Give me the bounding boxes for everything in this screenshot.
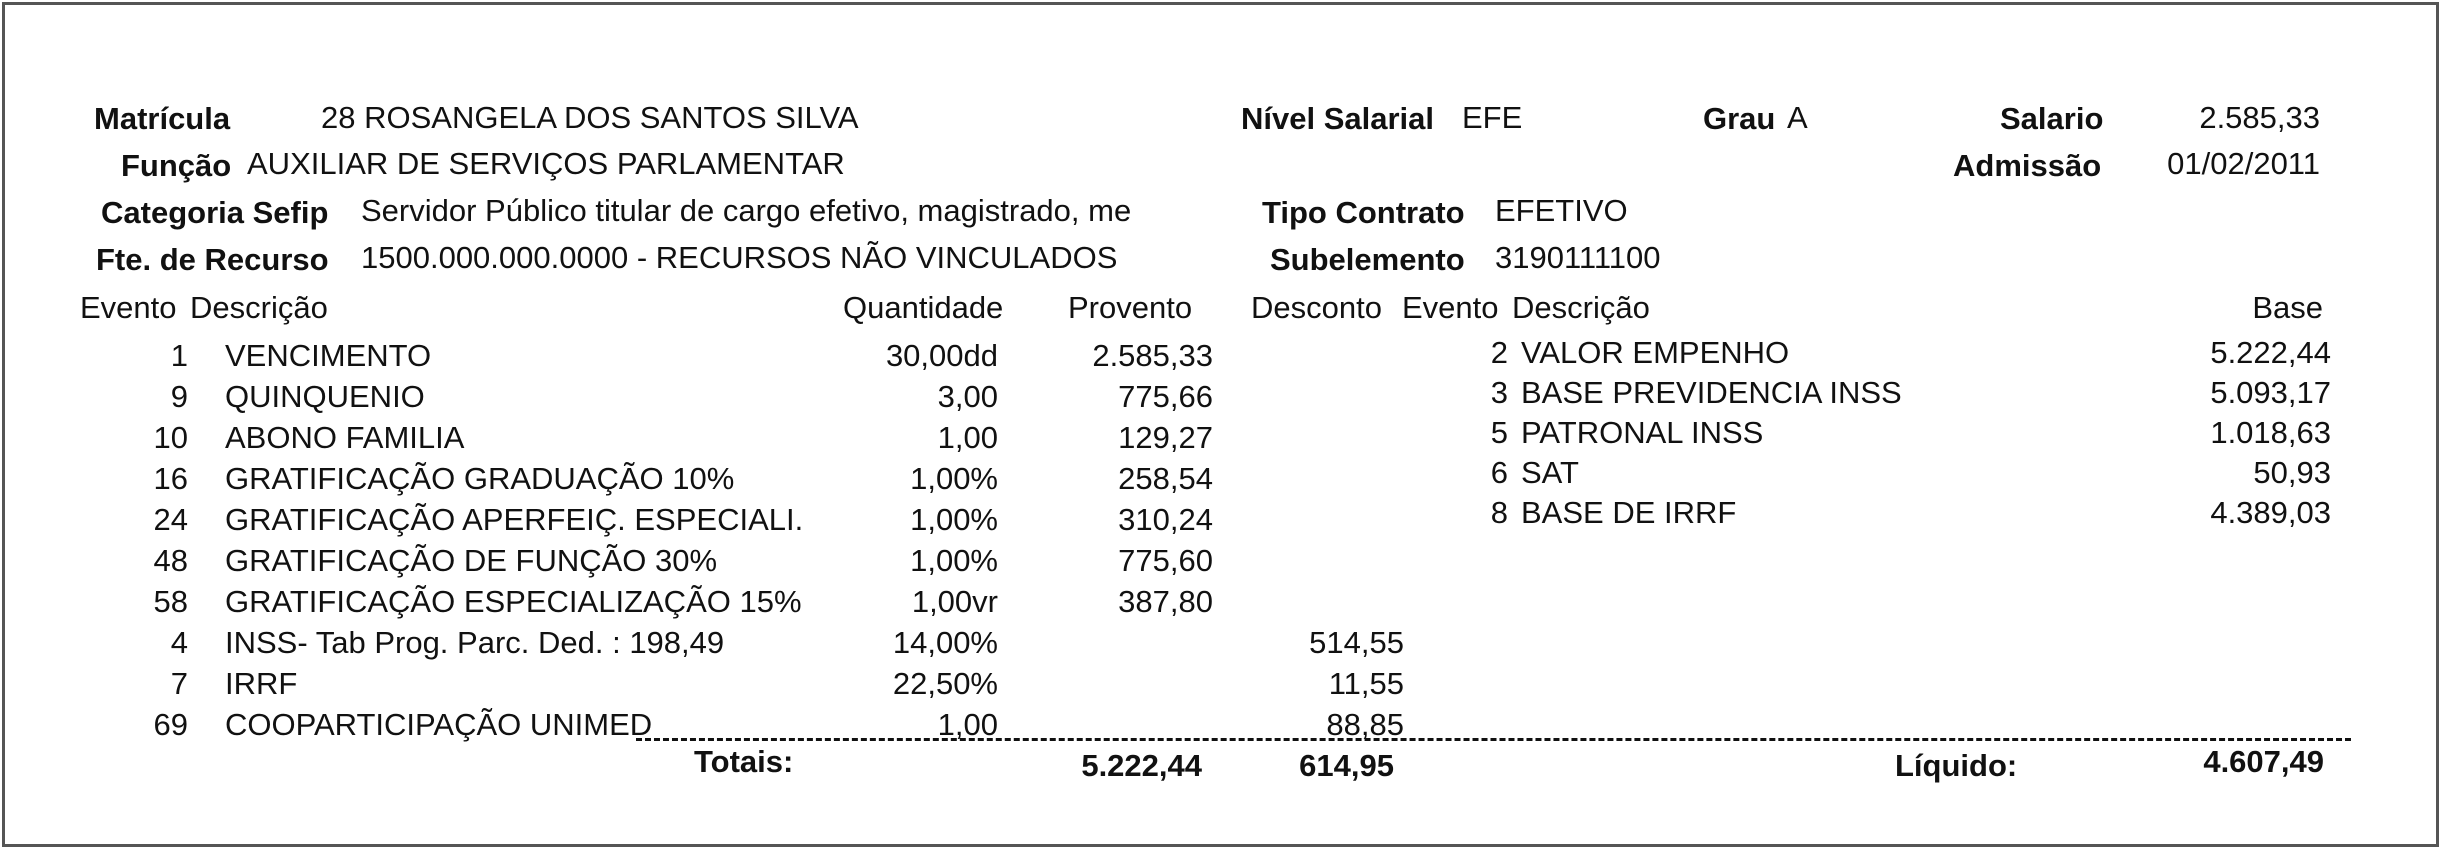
categoria-sefip-value: Servidor Público titular de cargo efetivo, magistrado, me bbox=[361, 193, 1132, 228]
event-quantity: 22,50% bbox=[892, 666, 998, 701]
col-evento: Evento bbox=[80, 290, 177, 325]
base-value: 50,93 bbox=[2253, 455, 2331, 490]
funcao-value: AUXILIAR DE SERVIÇOS PARLAMENTAR bbox=[247, 146, 845, 181]
event-provento: 775,60 bbox=[1118, 543, 1213, 578]
liquido-value: 4.607,49 bbox=[2203, 744, 2324, 779]
event-description: VENCIMENTO bbox=[225, 338, 432, 373]
event-code: 16 bbox=[153, 461, 188, 496]
event-quantity: 3,00 bbox=[937, 379, 998, 414]
admissao-label: Admissão bbox=[1953, 148, 2102, 183]
event-provento: 387,80 bbox=[1118, 584, 1213, 619]
base-description: VALOR EMPENHO bbox=[1521, 335, 1790, 370]
event-quantity: 14,00% bbox=[892, 625, 998, 660]
categoria-sefip-label: Categoria Sefip bbox=[101, 195, 329, 230]
event-code: 1 bbox=[170, 338, 188, 373]
subelemento-value: 3190111100 bbox=[1495, 240, 1661, 275]
event-code: 58 bbox=[153, 584, 188, 619]
event-code: 10 bbox=[153, 420, 188, 455]
fonte-recurso-value: 1500.000.000.0000 - RECURSOS NÃO VINCULADOS bbox=[361, 240, 1118, 275]
event-provento: 2.585,33 bbox=[1092, 338, 1213, 373]
matricula-label: Matrícula bbox=[94, 101, 231, 136]
event-desconto: 514,55 bbox=[1309, 625, 1404, 660]
totals-divider bbox=[636, 738, 2351, 741]
base-description: BASE DE IRRF bbox=[1521, 495, 1737, 530]
base-code: 3 bbox=[1490, 375, 1508, 410]
event-provento: 310,24 bbox=[1118, 502, 1213, 537]
total-descontos: 614,95 bbox=[1299, 748, 1394, 783]
matricula-value: 28 ROSANGELA DOS SANTOS SILVA bbox=[321, 100, 859, 135]
tipo-contrato-label: Tipo Contrato bbox=[1262, 195, 1465, 230]
admissao-value: 01/02/2011 bbox=[2167, 146, 2320, 181]
base-description: BASE PREVIDENCIA INSS bbox=[1521, 375, 1902, 410]
event-description: INSS- Tab Prog. Parc. Ded. : 198,49 bbox=[225, 625, 725, 660]
col-desconto: Desconto bbox=[1251, 290, 1382, 325]
event-code: 69 bbox=[153, 707, 188, 742]
event-description: QUINQUENIO bbox=[225, 379, 425, 414]
event-description: GRATIFICAÇÃO APERFEIÇ. ESPECIALI. bbox=[225, 502, 804, 537]
liquido-label: Líquido: bbox=[1895, 748, 2018, 783]
event-description: GRATIFICAÇÃO ESPECIALIZAÇÃO 15% bbox=[225, 584, 802, 619]
event-provento: 258,54 bbox=[1118, 461, 1213, 496]
event-code: 24 bbox=[153, 502, 188, 537]
fonte-recurso-label: Fte. de Recurso bbox=[96, 242, 329, 277]
event-quantity: 1,00 bbox=[937, 420, 998, 455]
grau-label: Grau bbox=[1703, 101, 1776, 136]
event-description: GRATIFICAÇÃO DE FUNÇÃO 30% bbox=[225, 543, 718, 578]
salario-label: Salario bbox=[2000, 101, 2104, 136]
event-code: 4 bbox=[170, 625, 188, 660]
col-quantidade: Quantidade bbox=[843, 290, 1004, 325]
event-provento: 129,27 bbox=[1118, 420, 1213, 455]
base-value: 5.093,17 bbox=[2210, 375, 2331, 410]
event-desconto: 11,55 bbox=[1328, 666, 1404, 701]
event-quantity: 1,00% bbox=[910, 461, 998, 496]
total-proventos: 5.222,44 bbox=[1081, 748, 1202, 783]
nivel-salarial-label: Nível Salarial bbox=[1241, 101, 1435, 136]
col-descricao: Descrição bbox=[190, 290, 328, 325]
event-code: 48 bbox=[153, 543, 188, 578]
nivel-salarial-value: EFE bbox=[1462, 100, 1523, 135]
col-evento-base: Evento bbox=[1402, 290, 1499, 325]
event-description: ABONO FAMILIA bbox=[225, 420, 465, 455]
totais-label: Totais: bbox=[694, 744, 794, 779]
event-desconto: 88,85 bbox=[1326, 707, 1404, 742]
base-value: 5.222,44 bbox=[2210, 335, 2331, 370]
base-code: 6 bbox=[1490, 455, 1508, 490]
event-code: 7 bbox=[170, 666, 188, 701]
col-descricao-base: Descrição bbox=[1512, 290, 1650, 325]
base-description: SAT bbox=[1521, 455, 1579, 490]
funcao-label: Função bbox=[121, 148, 232, 183]
event-quantity: 1,00 bbox=[937, 707, 998, 742]
event-quantity: 1,00% bbox=[910, 502, 998, 537]
base-value: 4.389,03 bbox=[2210, 495, 2331, 530]
event-provento: 775,66 bbox=[1118, 379, 1213, 414]
event-description: COOPARTICIPAÇÃO UNIMED bbox=[225, 707, 653, 742]
event-description: GRATIFICAÇÃO GRADUAÇÃO 10% bbox=[225, 461, 735, 496]
base-code: 8 bbox=[1490, 495, 1508, 530]
subelemento-label: Subelemento bbox=[1270, 242, 1465, 277]
event-quantity: 30,00dd bbox=[885, 338, 998, 373]
event-code: 9 bbox=[170, 379, 188, 414]
col-provento: Provento bbox=[1068, 290, 1193, 325]
grau-value: A bbox=[1787, 100, 1808, 135]
base-code: 5 bbox=[1490, 415, 1508, 450]
base-code: 2 bbox=[1490, 335, 1508, 370]
salario-value: 2.585,33 bbox=[2199, 100, 2320, 135]
base-description: PATRONAL INSS bbox=[1521, 415, 1764, 450]
base-value: 1.018,63 bbox=[2210, 415, 2331, 450]
event-quantity: 1,00vr bbox=[911, 584, 998, 619]
tipo-contrato-value: EFETIVO bbox=[1495, 193, 1628, 228]
event-quantity: 1,00% bbox=[910, 543, 998, 578]
col-base: Base bbox=[2252, 290, 2323, 325]
event-description: IRRF bbox=[225, 666, 298, 701]
